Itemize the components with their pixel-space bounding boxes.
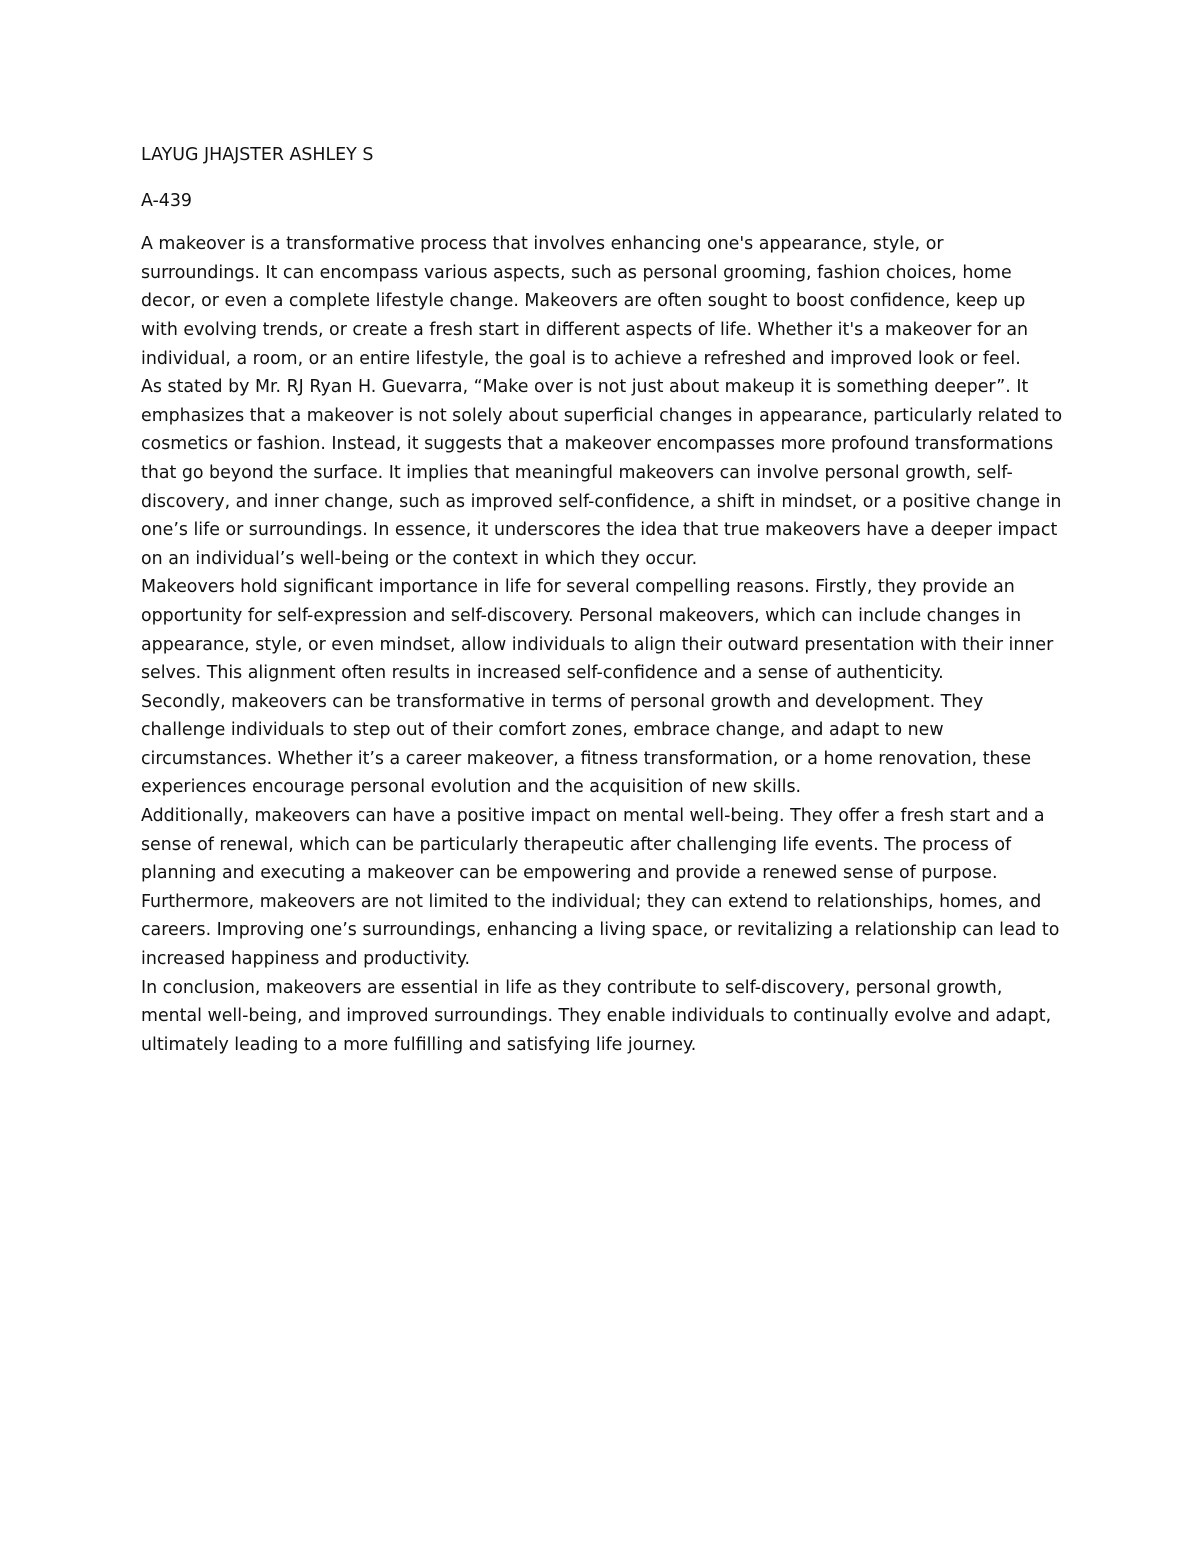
student-code: A-439 (141, 190, 192, 211)
paragraph-importance: Makeovers hold significant importance in life for several compelling reasons. Firstly, they provide an opportunity for self-expression and self-discovery. Personal makeovers, which can include changes in appearance, style, or even mindset, allow individuals to align their outward presentation with their inner selves. This alignment often results in increased self-confidence and a sense of authenticity. (141, 577, 1054, 684)
paragraph-conclusion: In conclusion, makeovers are essential in life as they contribute to self-discovery, personal growth, mental well-being, and improved surroundings. They enable individuals to continually evolve and adapt, ultimately leading to a more fulfilling and satisfying life journey. (141, 977, 1052, 1055)
paragraph-additionally: Additionally, makeovers can have a positive impact on mental well-being. They offer a fresh start and a sense of renewal, which can be particularly therapeutic after challenging life events. The process of planning and executing a makeover can be empowering and provide a renewed sense of purpose. (141, 806, 1045, 884)
paragraph-furthermore: Furthermore, makeovers are not limited to the individual; they can extend to relationships, homes, and careers. Improving one’s surroundings, enhancing a living space, or revitalizing a relationship can lead to increased happiness and productivity. (141, 891, 1060, 970)
author-name: LAYUG JHAJSTER ASHLEY S (141, 145, 374, 165)
paragraph-quote: As stated by Mr. RJ Ryan H. Guevarra, “Make over is not just about makeup it is something deeper”. It emphasizes that a makeover is not solely about superficial changes in appearance, particularly related to cosmetics or fashion. Instead, it suggests that a makeover encompasses more profound transformations that go beyond the surface. It implies that meaningful makeovers can involve personal growth, self-discovery, and inner change, such as improved self-confidence, a shift in mindset, or a positive change in one’s life or surroundings. In essence, it underscores the idea that true makeovers have a deeper impact on an individual’s well-being or the context in which they occur. (141, 377, 1063, 569)
document-body (141, 141, 1066, 1059)
paragraph-secondly: Secondly, makeovers can be transformative in terms of personal growth and development. They challenge individuals to step out of their comfort zones, embrace change, and adapt to new circumstances. Whether it’s a career makeover, a fitness transformation, or a home renovation, these experiences encourage personal evolution and the acquisition of new skills. (141, 691, 1032, 798)
paragraph-intro: A makeover is a transformative process that involves enhancing one's appearance, style, or surroundings. It can encompass various aspects, such as personal grooming, fashion choices, home decor, or even a complete lifestyle change. Makeovers are often sought to boost confidence, keep up with evolving trends, or create a fresh start in different aspects of life. Whether it's a makeover for an individual, a room, or an entire lifestyle, the goal is to achieve a refreshed and improved look or feel. (141, 234, 1029, 369)
